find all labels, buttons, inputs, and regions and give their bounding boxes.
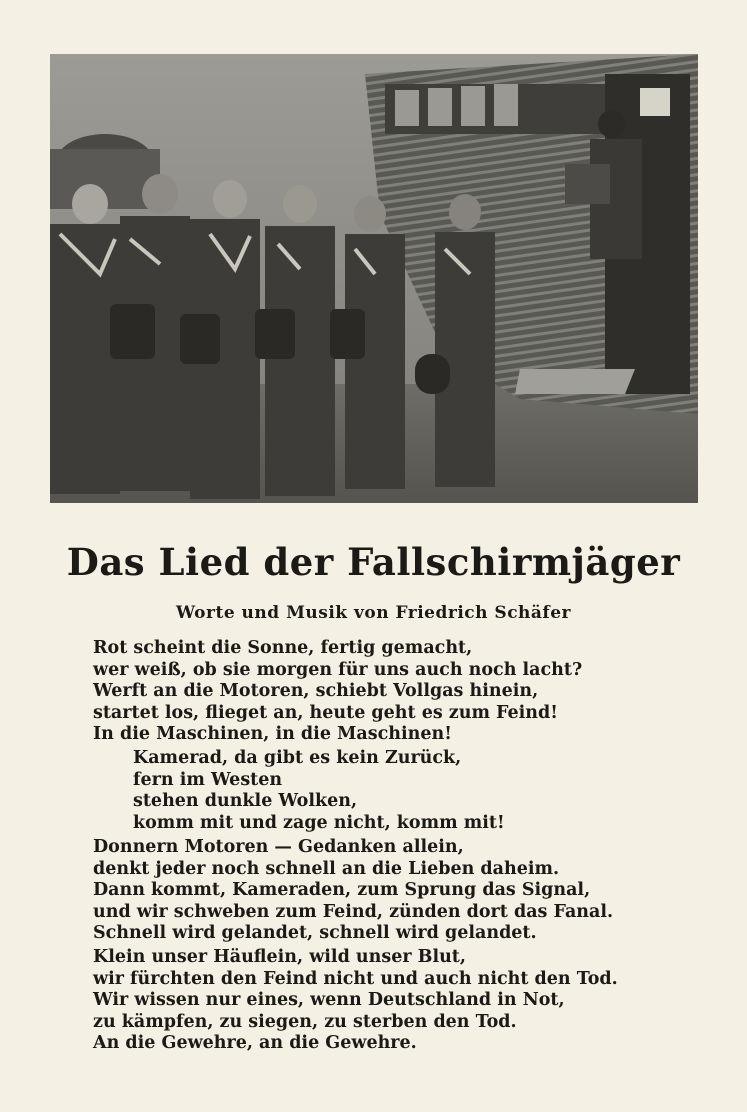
lyric-line: zu kämpfen, zu siegen, zu sterben den Tod.: [93, 1011, 517, 1032]
lyric-line: Wir wissen nur eines, wenn Deutschland in Not,: [93, 990, 565, 1011]
stanza-2: [93, 837, 613, 945]
lyric-line: Donnern Motoren — Gedanken allein,: [93, 837, 464, 857]
song-title: Das Lied der Fallschirmjäger: [66, 540, 681, 584]
stanza-refrain: [133, 748, 505, 834]
lyric-line: Rot scheint die Sonne, fertig gemacht,: [93, 638, 473, 658]
stanza-1: [93, 638, 582, 746]
stanza-3: [93, 947, 618, 1055]
lyric-line: komm mit und zage nicht, komm mit!: [133, 812, 505, 833]
lyric-line: An die Gewehre, an die Gewehre.: [93, 1033, 417, 1054]
lyric-line: wir fürchten den Feind nicht und auch nicht den Tod.: [93, 968, 618, 989]
photo-paratroopers-boarding-aircraft-icon: [50, 54, 698, 503]
lyric-line: denkt jeder noch schnell an die Lieben daheim.: [93, 858, 560, 879]
lyric-line: wer weiß, ob sie morgen für uns auch noch lacht?: [93, 659, 583, 680]
lyric-line: Kamerad, da gibt es kein Zurück,: [133, 748, 462, 768]
lyric-line: und wir schweben zum Feind, zünden dort das Fanal.: [93, 901, 614, 922]
lyric-line: Schnell wird gelandet, schnell wird gelandet.: [93, 923, 537, 944]
lyric-line: stehen dunkle Wolken,: [133, 791, 358, 812]
song-credits: Worte und Musik von Friedrich Schäfer: [175, 603, 572, 623]
lyric-line: Werft an die Motoren, schiebt Vollgas hinein,: [93, 681, 539, 702]
lyric-line: Klein unser Häuflein, wild unser Blut,: [93, 947, 466, 967]
photo: [50, 54, 698, 503]
lyric-line: startet los, flieget an, heute geht es zum Feind!: [93, 702, 558, 723]
lyric-line: Dann kommt, Kameraden, zum Sprung das Signal,: [93, 880, 591, 901]
lyric-line: In die Maschinen, in die Maschinen!: [93, 724, 452, 745]
lyric-line: fern im Westen: [133, 769, 283, 790]
